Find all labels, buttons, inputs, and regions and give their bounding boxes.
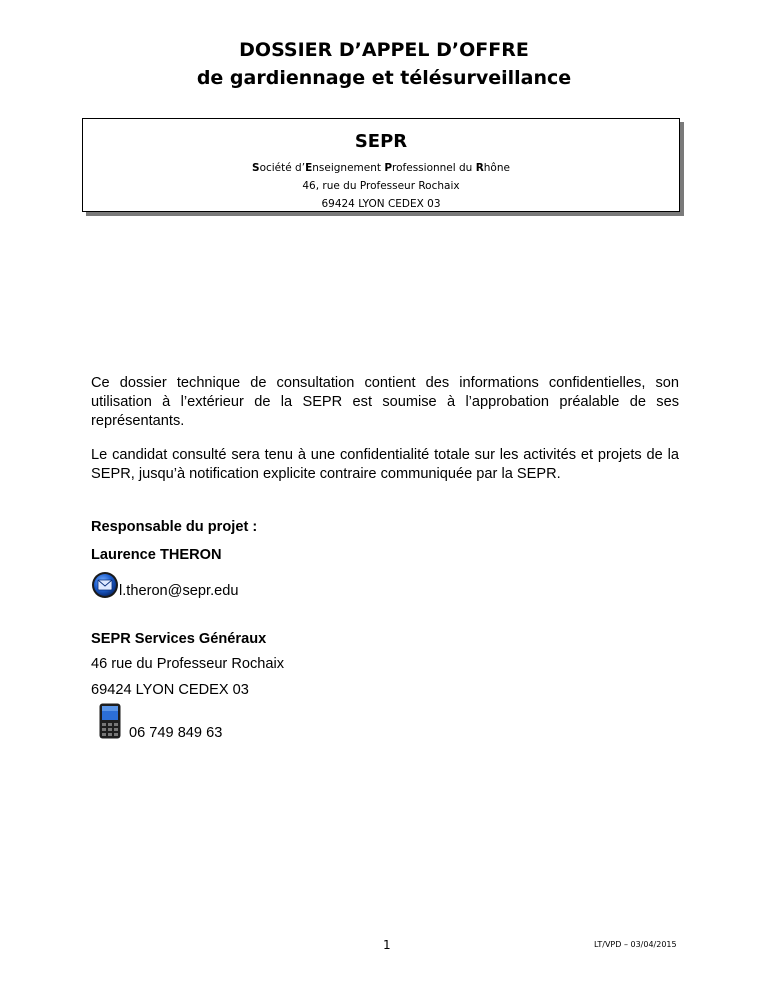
full-name-initial: E bbox=[305, 162, 313, 174]
mobile-phone-icon bbox=[99, 703, 121, 739]
project-manager-label: Responsable du projet : bbox=[91, 519, 258, 535]
full-name-initial: P bbox=[384, 162, 393, 174]
company-name: SEPR bbox=[354, 131, 408, 152]
full-name-part: hône bbox=[483, 162, 510, 174]
services-title: SEPR Services Généraux bbox=[91, 631, 267, 647]
services-city: 69424 LYON CEDEX 03 bbox=[91, 682, 249, 698]
services-phone[interactable]: 06 749 849 63 bbox=[129, 725, 223, 741]
full-name-part: rofessionnel du bbox=[392, 162, 476, 174]
email-icon bbox=[91, 571, 119, 599]
full-name-part: nseignement bbox=[312, 162, 385, 174]
document-title-line1: DOSSIER D’APPEL D’OFFRE bbox=[239, 39, 529, 61]
company-address: 46, rue du Professeur Rochaix bbox=[302, 180, 460, 192]
services-address: 46 rue du Professeur Rochaix bbox=[91, 656, 285, 672]
contact-email[interactable]: l.theron@sepr.edu bbox=[119, 583, 239, 599]
company-city: 69424 LYON CEDEX 03 bbox=[321, 198, 441, 210]
full-name-part: ociété d’ bbox=[259, 162, 306, 174]
footer-reference: LT/VPD – 03/04/2015 bbox=[594, 940, 677, 949]
full-name-initial: S bbox=[252, 162, 260, 174]
project-manager-name: Laurence THERON bbox=[91, 547, 222, 563]
full-name-initial: R bbox=[475, 162, 484, 174]
document-title-line2: de gardiennage et télésurveillance bbox=[196, 67, 572, 89]
confidentiality-commitment-paragraph: Le candidat consulté sera tenu à une confidentialité totale sur les activités et projets de la SEPR, jusqu’à notification explicite contraire communiquée par la SEPR. bbox=[91, 447, 679, 482]
company-box bbox=[82, 118, 680, 212]
confidentiality-paragraph: Ce dossier technique de consultation contient des informations confidentielles, son utilisation à l’extérieur de la SEPR est soumise à l’approbation préalable de ses représentants. bbox=[91, 375, 679, 429]
page-number: 1 bbox=[383, 938, 391, 952]
company-full-name bbox=[83, 159, 679, 177]
